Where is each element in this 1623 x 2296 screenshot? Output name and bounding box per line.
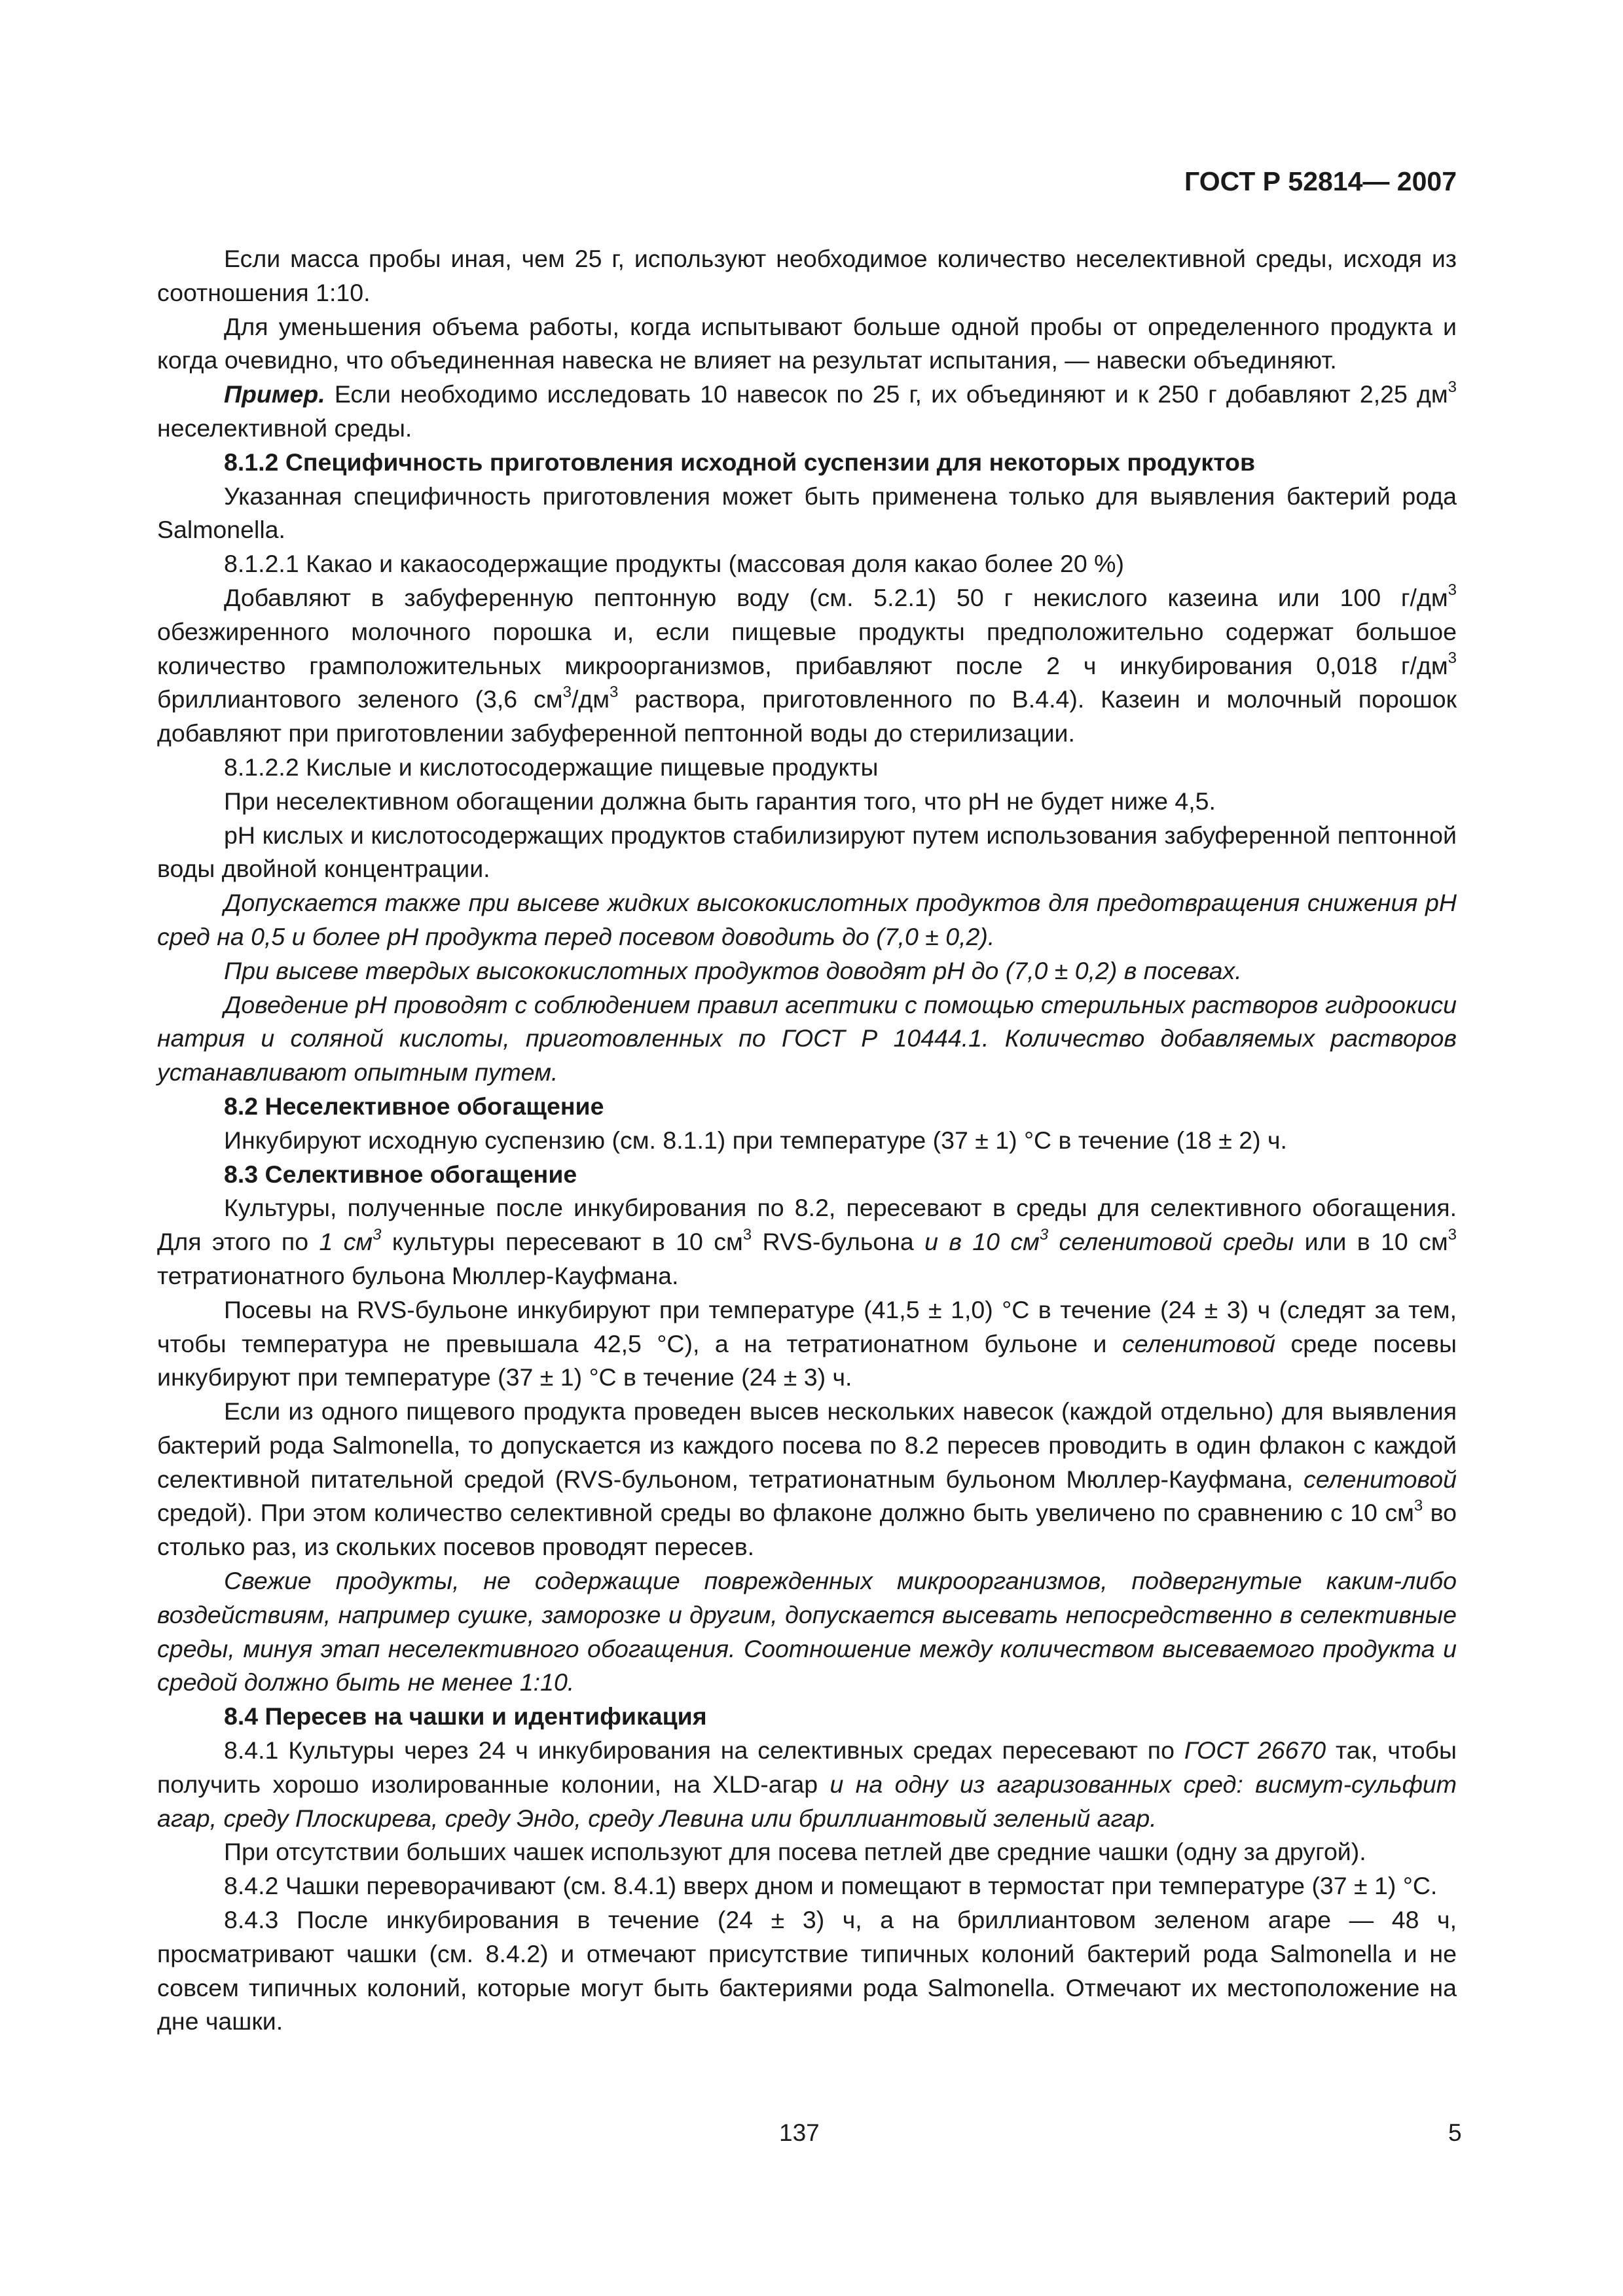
paragraph xyxy=(157,581,1457,751)
text-run: обезжиренного молочного порошка и, если пищевые продукты предположительно содержат большое количество грамположительных микроорганизмов, прибавляют после 2 ч инкубирования 0,018 г/дм xyxy=(157,617,1457,679)
italic-run: селенитовой xyxy=(1304,1465,1457,1493)
italic-run: и в 10 см xyxy=(924,1228,1040,1256)
text-run: Если из одного пищевого продукта проведен высев нескольких навесок (каждой отдельно) для выявления бактерий рода Salmonella, то допускается из каждого посева по 8.2 пересев проводить в один флакон с каждой селективной питательной средой (RVS-бульоном, тетратионатным бульоном Мюллер-Кауфмана, xyxy=(157,1397,1457,1493)
text-run: бриллиантового зеленого (3,6 см xyxy=(157,685,563,713)
section-heading-8-3: 8.3 Селективное обогащение xyxy=(224,1160,577,1188)
text-run: RVS-бульона xyxy=(752,1228,925,1256)
superscript: 3 xyxy=(373,1225,382,1244)
text-run: Посевы на RVS-бульоне инкубируют при температуре (41,5 ± 1,0) °С в течение (24 ± 3) ч (следят за тем, чтобы температура не превышала 42,5 °С), а на тетратионатном бульоне и xyxy=(157,1295,1457,1357)
subsection-title-8-1-2-1: 8.1.2.1 Какао и какаосодержащие продукты (массовая доля какао более 20 %) xyxy=(224,550,1124,578)
superscript: 3 xyxy=(1448,1225,1457,1244)
paragraph: Для уменьшения объема работы, когда испытывают больше одной пробы от определенного продукта и когда очевидно, что объединенная навеска не влияет на результат испытания, — навески объединяют. xyxy=(157,312,1457,374)
superscript: 3 xyxy=(610,683,619,701)
italic-paragraph: При высеве твердых высококислотных продуктов доводят pH до (7,0 ± 0,2) в посевах. xyxy=(224,956,1242,984)
page-number-right: 5 xyxy=(1448,2119,1462,2146)
text-run: средой). При этом количество селективной среды во флаконе должно быть увеличено по сравнению с 10 см xyxy=(157,1499,1414,1527)
standard-designation: ГОСТ Р 52814— 2007 xyxy=(1184,166,1457,196)
italic-paragraph: Свежие продукты, не содержащие поврежденных микроорганизмов, подвергнутые каким-либо воздействиям, например сушке, заморозке и другим, допускается высевать непосредственно в селективные среды, минуя этап неселективного обогащения. Соотношение между количеством высеваемого продукта и средой должно быть не менее 1:10. xyxy=(157,1567,1457,1696)
text-run: среде посевы инкубируют при температуре (37 ± 1) °С в течение (24 ± 3) ч. xyxy=(157,1329,1457,1391)
page-number-center: 137 xyxy=(779,2119,820,2146)
superscript: 3 xyxy=(1448,378,1457,396)
italic-paragraph: Доведение pH проводят с соблюдением правил асептики с помощью стерильных растворов гидроокиси натрия и соляной кислоты, приготовленных по ГОСТ Р 10444.1. Количество добавляемых растворов устанавливают опытным путем. xyxy=(157,990,1457,1086)
paragraph xyxy=(157,1191,1457,1293)
text-run: /дм xyxy=(571,685,610,713)
superscript: 3 xyxy=(1448,649,1457,668)
superscript: 3 xyxy=(1039,1225,1049,1244)
superscript: 3 xyxy=(1448,581,1457,600)
paragraph xyxy=(157,1734,1457,1835)
paragraph: Указанная специфичность приготовления может быть применена только для выявления бактерий рода Salmonella. xyxy=(157,482,1457,544)
paragraph: Если масса пробы иная, чем 25 г, используют необходимое количество неселективной среды, исходя из соотношения 1:10. xyxy=(157,245,1457,306)
italic-run: ГОСТ 26670 xyxy=(1184,1736,1326,1765)
example-paragraph xyxy=(157,378,1457,446)
superscript: 3 xyxy=(562,683,572,701)
section-heading-8-4: 8.4 Пересев на чашки и идентификация xyxy=(224,1702,707,1731)
text-run: 8.4.1 Культуры через 24 ч инкубирования на селективных средах пересевают по xyxy=(224,1736,1184,1765)
italic-run: 1 см xyxy=(319,1228,373,1256)
superscript: 3 xyxy=(1413,1496,1423,1515)
document-body xyxy=(157,242,1457,2039)
text-run: Культуры, полученные после инкубирования по 8.2, пересевают в среды для селективного обогащения. Для этого по xyxy=(157,1194,1457,1256)
text-run: во столько раз, из скольких посевов проводят пересев. xyxy=(157,1499,1457,1561)
section-heading-8-1-2: 8.1.2 Специфичность приготовления исходной суспензии для некоторых продуктов xyxy=(224,448,1256,476)
paragraph: Инкубируют исходную суспензию (см. 8.1.1) при температуре (37 ± 1) °С в течение (18 ± 2) ч. xyxy=(224,1126,1287,1154)
italic-run: селенитовой xyxy=(1122,1329,1275,1357)
text-run: раствора, приготовленного по В.4.4). Казеин и молочный порошок добавляют при приготовлении забуференной пептонной воды до стерилизации. xyxy=(157,685,1457,747)
text-run: Если необходимо исследовать 10 навесок по 25 г, их объединяют и к 250 г добавляют 2,25 дм xyxy=(325,380,1448,408)
paragraph: 8.4.2 Чашки переворачивают (см. 8.4.1) вверх дном и помещают в термостат при температуре (37 ± 1) °С. xyxy=(224,1872,1438,1900)
italic-paragraph: Допускается также при высеве жидких высококислотных продуктов для предотвращения снижения pH сред на 0,5 и более pH продукта перед посевом доводить до (7,0 ± 0,2). xyxy=(157,889,1457,950)
paragraph: pH кислых и кислотосодержащих продуктов стабилизируют путем использования забуференной пептонной воды двойной концентрации. xyxy=(157,821,1457,883)
text-run: культуры пересевают в 10 см xyxy=(381,1228,743,1256)
subsection-title-8-1-2-2: 8.1.2.2 Кислые и кислотосодержащие пищевые продукты xyxy=(224,753,879,781)
text-run: Добавляют в забуференную пептонную воду (см. 5.2.1) 50 г некислого казеина или 100 г/дм xyxy=(224,583,1448,611)
section-heading-8-2: 8.2 Неселективное обогащение xyxy=(224,1092,604,1120)
paragraph xyxy=(157,1293,1457,1395)
paragraph: При неселективном обогащении должна быть гарантия того, что pH не будет ниже 4,5. xyxy=(224,787,1216,815)
example-label: Пример. xyxy=(224,380,325,408)
paragraph: 8.4.3 После инкубирования в течение (24 ± 3) ч, а на бриллиантовом зеленом агаре — 48 ч, просматривают чашки (см. 8.4.2) и отмечают присутствие типичных колоний бактерий рода Salmonella и не совсем типичных колоний, которые могут быть бактериями рода Salmonella. Отмечают их местоположение на дне чашки. xyxy=(157,1906,1457,2036)
paragraph xyxy=(157,1395,1457,1564)
text-run: тетратионатного бульона Мюллер-Кауфмана. xyxy=(157,1261,679,1289)
superscript: 3 xyxy=(742,1225,752,1244)
text-run: или в 10 см xyxy=(1294,1228,1448,1256)
text-run: неселективной среды. xyxy=(157,414,412,442)
text-run: так, чтобы получить хорошо изолированные колонии, на XLD-агар xyxy=(157,1736,1457,1798)
paragraph: При отсутствии больших чашек используют для посева петлей две средние чашки (одну за другой). xyxy=(224,1838,1366,1866)
italic-run: и на одну из агаризованных сред: висмут-сульфит агар, среду Плоскирева, среду Эндо, среду Левина или бриллиантовый зеленый агар. xyxy=(157,1770,1457,1832)
italic-run: селенитовой среды xyxy=(1048,1228,1294,1256)
